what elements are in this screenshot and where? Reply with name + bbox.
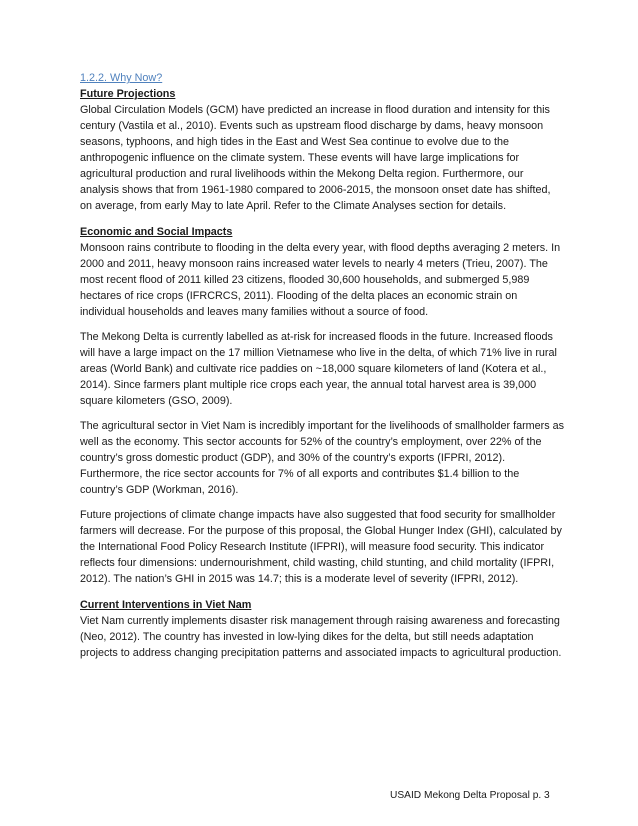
paragraph: Monsoon rains contribute to flooding in the delta every year, with flood depths averaging 2 meters. In 2000 and 2011, heavy monsoon rains increased water levels to nearly 4 meters (Trieu, 2007). The most recent flood of 2011 killed 23 citizens, flooded 30,600 households, and submerged 5,989 hectares of rice crops (IFRCRCS, 2011). Flooding of the delta places an economic strain on individual households and leaves many families without a source of food. bbox=[80, 242, 561, 318]
section-number-heading: 1.2.2. Why Now? bbox=[80, 72, 163, 84]
subheading-current-interventions: Current Interventions in Viet Nam bbox=[80, 599, 252, 611]
section-future-projections bbox=[80, 86, 565, 214]
subheading-future-projections: Future Projections bbox=[80, 88, 176, 100]
section-economic-social-impacts bbox=[80, 224, 565, 587]
subheading-economic-social-impacts: Economic and Social Impacts bbox=[80, 226, 233, 238]
paragraph: Viet Nam currently implements disaster risk management through raising awareness and forecasting (Neo, 2012). The country has invested in low-lying dikes for the delta, but still needs adaptation projects to address changing precipitation patterns and associated impacts to agricultural production. bbox=[80, 615, 562, 659]
paragraph: The Mekong Delta is currently labelled as at-risk for increased floods in the future. Increased floods will have a large impact on the 17 million Vietnamese who live in the delta, of which 71% live in rural areas (World Bank) and cultivate rice paddies on ~18,000 square kilometers of land (Kotera et al., 2014). Since farmers plant multiple rice crops each year, the annual total harvest area is 39,000 square kilometers (GSO, 2009). bbox=[80, 331, 557, 407]
paragraph: Global Circulation Models (GCM) have predicted an increase in flood duration and intensity for this century (Vastila et al., 2010). Events such as upstream flood discharge by dams, heavy monsoon seasons, typhoons, and high tides in the East and West Sea continue to evolve due to the anthropogenic influence on the climate system. These events will have large implications for agricultural production and rural livelihoods within the Mekong Delta region. Furthermore, our analysis shows that from 1961-1980 compared to 2006-2015, the monsoon onset date has shifted, on average, from early May to late April. Refer to the Climate Analyses section for details. bbox=[80, 104, 551, 212]
section-current-interventions bbox=[80, 597, 565, 661]
page-footer: USAID Mekong Delta Proposal p. 3 bbox=[390, 790, 550, 801]
paragraph: Future projections of climate change impacts have also suggested that food security for smallholder farmers will decrease. For the purpose of this proposal, the Global Hunger Index (GHI), calculated by the International Food Policy Research Institute (IFPRI), will measure food security. This indicator reflects four dimensions: undernourishment, child wasting, child stunting, and child mortality (IFPRI, 2012). The nation’s GHI in 2015 was 14.7; this is a moderate level of severity (IFPRI, 2012). bbox=[80, 509, 562, 585]
paragraph: The agricultural sector in Viet Nam is incredibly important for the livelihoods of smallholder farmers as well as the economy. This sector accounts for 52% of the country’s employment, over 22% of the country’s gross domestic product (GDP), and 30% of the country’s exports (IFPRI, 2012). Furthermore, the rice sector accounts for 7% of all exports and contributes $1.4 billion to the country’s GDP (Workman, 2016). bbox=[80, 420, 565, 496]
page-content bbox=[80, 70, 565, 671]
